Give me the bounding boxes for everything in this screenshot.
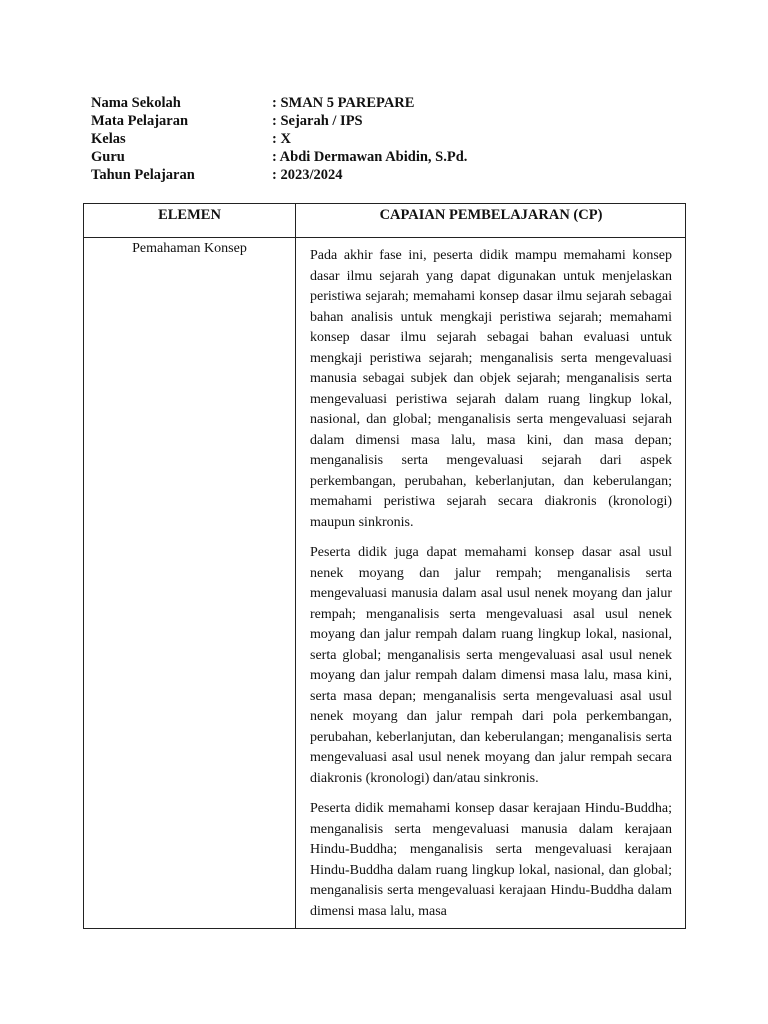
info-label: Kelas — [91, 131, 126, 147]
info-row-class — [91, 130, 711, 148]
table-cell-cp — [310, 246, 672, 929]
table-header-elemen: ELEMEN — [158, 207, 221, 223]
info-value: : Sejarah / IPS — [272, 113, 363, 129]
info-label: Mata Pelajaran — [91, 113, 189, 129]
table-column-divider — [295, 204, 296, 928]
cp-paragraph: Peserta didik memahami konsep dasar kerajaan Hindu-Buddha; menganalisis serta mengevaluasi manusia dalam kerajaan Hindu-Buddha; menganalisis serta mengevaluasi kerajaan Hindu-Buddha dalam ruang lingkup lokal, nasional, dan global; menganalisis serta mengevaluasi kerajaan Hindu-Buddha dalam dimensi masa lalu, masa — [310, 801, 672, 919]
cp-paragraph: Peserta didik juga dapat memahami konsep dasar asal usul nenek moyang dan jalur rempah; menganalisis serta mengevaluasi manusia dalam asal usul nenek moyang dan jalur rempah; menganalisis serta mengevaluasi asal usul nenek moyang dan jalur rempah dalam ruang lingkup lokal, nasional, serta global; menganalisis serta mengevaluasi asal usul nenek moyang dan jalur rempah dalam dimensi masa lalu, masa kini, serta masa depan; menganalisis serta mengevaluasi asal usul nenek moyang dan jalur rempah dari pola perkembangan, perubahan, keberlanjutan, dan keberulangan; menganalisis serta mengevaluasi asal usul nenek moyang dan jalur rempah secara diakronis (kronologi) dan/atau sinkronis. — [310, 545, 672, 786]
table-header-divider — [84, 237, 685, 238]
info-label: Guru — [91, 149, 125, 165]
info-row-academic-year — [91, 166, 711, 184]
table-header-cp: CAPAIAN PEMBELAJARAN (CP) — [379, 207, 603, 223]
info-value: : 2023/2024 — [272, 167, 343, 183]
info-value: : X — [272, 131, 291, 147]
table-cell-elemen: Pemahaman Konsep — [132, 241, 247, 256]
cp-paragraph: Pada akhir fase ini, peserta didik mampu memahami konsep dasar ilmu sejarah yang dapat digunakan untuk menjelaskan peristiwa sejarah; memahami konsep dasar ilmu sejarah sebagai bahan analisis untuk mengkaji peristiwa sejarah; memahami konsep dasar ilmu sejarah sebagai bahan evaluasi untuk mengkaji peristiwa sejarah; menganalisis serta mengevaluasi manusia sebagai subjek dan objek sejarah; menganalisis serta mengevaluasi peristiwa sejarah dalam ruang lingkup lokal, nasional, dan global; menganalisis serta mengevaluasi sejarah dalam dimensi masa lalu, masa kini, dan masa depan; menganalisis serta mengevaluasi sejarah dari aspek perkembangan, perubahan, keberlanjutan, dan keberulangan; memahami peristiwa sejarah secara diakronis (kronologi) maupun sinkronis. — [310, 248, 672, 530]
info-label: Tahun Pelajaran — [91, 167, 195, 183]
info-row-subject — [91, 112, 711, 130]
info-label: Nama Sekolah — [91, 95, 181, 111]
info-value: : Abdi Dermawan Abidin, S.Pd. — [272, 149, 468, 165]
info-row-teacher — [91, 148, 711, 166]
cp-table — [83, 203, 686, 929]
document-header — [91, 94, 711, 184]
info-value: : SMAN 5 PAREPARE — [272, 95, 415, 111]
info-row-school — [91, 94, 711, 112]
